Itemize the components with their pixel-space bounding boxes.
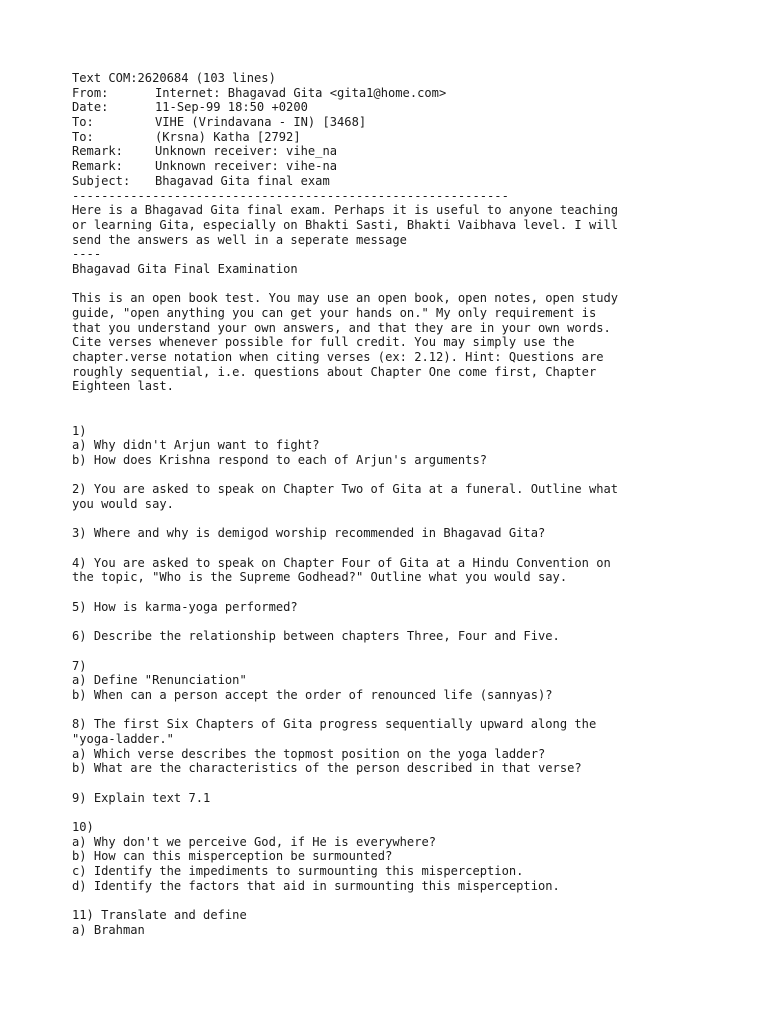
header-label: From: — [72, 85, 109, 100]
header-label: Remark: — [72, 144, 123, 159]
body-text-line: a) Brahman — [72, 922, 145, 937]
body-text-line: 8) The first Six Chapters of Gita progress sequentially upward along the — [72, 717, 597, 732]
document-page — [72, 71, 752, 938]
header-value: Bhagavad Gita final exam — [155, 173, 330, 188]
body-text-line: a) Why didn't Arjun want to fight? — [72, 438, 320, 453]
body-text-line — [72, 776, 752, 791]
header-label: Subject: — [72, 173, 131, 188]
body-text-line: c) Identify the impediments to surmounting this misperception. — [72, 864, 524, 879]
header-row-to — [72, 115, 752, 130]
body-text-line: b) When can a person accept the order of renounced life (sannyas)? — [72, 687, 553, 702]
body-text-line: 9) Explain text 7.1 — [72, 790, 211, 805]
body-text-line: 4) You are asked to speak on Chapter Four of Gita at a Hindu Convention on — [72, 555, 611, 570]
body-text-line — [72, 277, 752, 292]
body-text-line: you would say. — [72, 496, 174, 511]
body-text-line: 10) — [72, 820, 94, 835]
body-text-line: 5) How is karma-yoga performed? — [72, 599, 298, 614]
body-text-line — [72, 512, 752, 527]
body-text-line: 7) — [72, 658, 87, 673]
body-text-line: Bhagavad Gita Final Examination — [72, 261, 298, 276]
body-text-line: a) Define "Renunciation" — [72, 673, 247, 688]
body-text-line: 6) Describe the relationship between chapters Three, Four and Five. — [72, 629, 560, 644]
header-value: (Krsna) Katha [2792] — [155, 129, 301, 144]
body-text-line: chapter.verse notation when citing verses (ex: 2.12). Hint: Questions are — [72, 350, 604, 365]
body-text-line: roughly sequential, i.e. questions about Chapter One come first, Chapter — [72, 364, 597, 379]
body-text-line: a) Why don't we perceive God, if He is everywhere? — [72, 834, 437, 849]
body-text-line — [72, 805, 752, 820]
message-header — [72, 86, 752, 189]
body-text-line — [72, 614, 752, 629]
message-title-line: Text COM:2620684 (103 lines) — [72, 71, 276, 85]
header-row-subject — [72, 174, 752, 189]
body-text-line — [72, 541, 752, 556]
body-text-line: Cite verses whenever possible for full credit. You may simply use the — [72, 335, 575, 350]
header-row-remark — [72, 144, 752, 159]
body-text-line: Eighteen last. — [72, 379, 174, 394]
body-text-line: a) Which verse describes the topmost position on the yoga ladder? — [72, 746, 546, 761]
body-text-line: the topic, "Who is the Supreme Godhead?" Outline what you would say. — [72, 570, 568, 585]
body-text-line: b) How can this misperception be surmounted? — [72, 849, 393, 864]
body-text-line: guide, "open anything you can get your hands on." My only requirement is — [72, 306, 597, 320]
header-value: Unknown receiver: vihe-na — [155, 159, 338, 174]
body-text-line: 2) You are asked to speak on Chapter Two of Gita at a funeral. Outline what — [72, 482, 619, 497]
header-separator: ------------------------------------------------------------ — [72, 188, 509, 203]
header-label: To: — [72, 129, 94, 144]
body-text-line — [72, 644, 752, 659]
body-text-line: 11) Translate and define — [72, 908, 247, 923]
header-value: Unknown receiver: vihe_na — [155, 144, 338, 159]
body-text-line: This is an open book test. You may use an open book, open notes, open study — [72, 291, 619, 306]
body-text-line: ---- — [72, 247, 102, 262]
body-text-line: 3) Where and why is demigod worship recommended in Bhagavad Gita? — [72, 526, 546, 541]
header-value: VIHE (Vrindavana - IN) [3468] — [155, 115, 367, 130]
body-text-line: "yoga-ladder." — [72, 731, 174, 746]
header-label: To: — [72, 115, 94, 130]
body-text-line — [72, 703, 752, 718]
body-text-line: b) What are the characteristics of the person described in that verse? — [72, 761, 582, 776]
body-text-line: d) Identify the factors that aid in surmounting this misperception. — [72, 878, 560, 893]
header-row-remark — [72, 159, 752, 174]
body-text-line — [72, 585, 752, 600]
body-text-line — [72, 894, 752, 909]
header-label: Date: — [72, 100, 109, 115]
header-row-date — [72, 100, 752, 115]
body-text-line: send the answers as well in a seperate message — [72, 232, 407, 247]
body-text-line — [72, 394, 752, 409]
header-value: Internet: Bhagavad Gita <gita1@home.com> — [155, 85, 447, 100]
header-row-from — [72, 86, 752, 101]
body-text-line: that you understand your own answers, and that they are in your own words. — [72, 320, 611, 335]
header-row-to — [72, 130, 752, 145]
body-text-line — [72, 409, 752, 424]
message-body — [72, 203, 752, 937]
body-text-line — [72, 468, 752, 483]
header-label: Remark: — [72, 159, 123, 174]
body-text-line: 1) — [72, 423, 87, 438]
body-text-line: b) How does Krishna respond to each of Arjun's arguments? — [72, 452, 488, 467]
body-text-line: or learning Gita, especially on Bhakti Sasti, Bhakti Vaibhava level. I will — [72, 217, 619, 232]
header-value: 11-Sep-99 18:50 +0200 — [155, 100, 308, 115]
body-text-line: Here is a Bhagavad Gita final exam. Perhaps it is useful to anyone teaching — [72, 203, 619, 218]
